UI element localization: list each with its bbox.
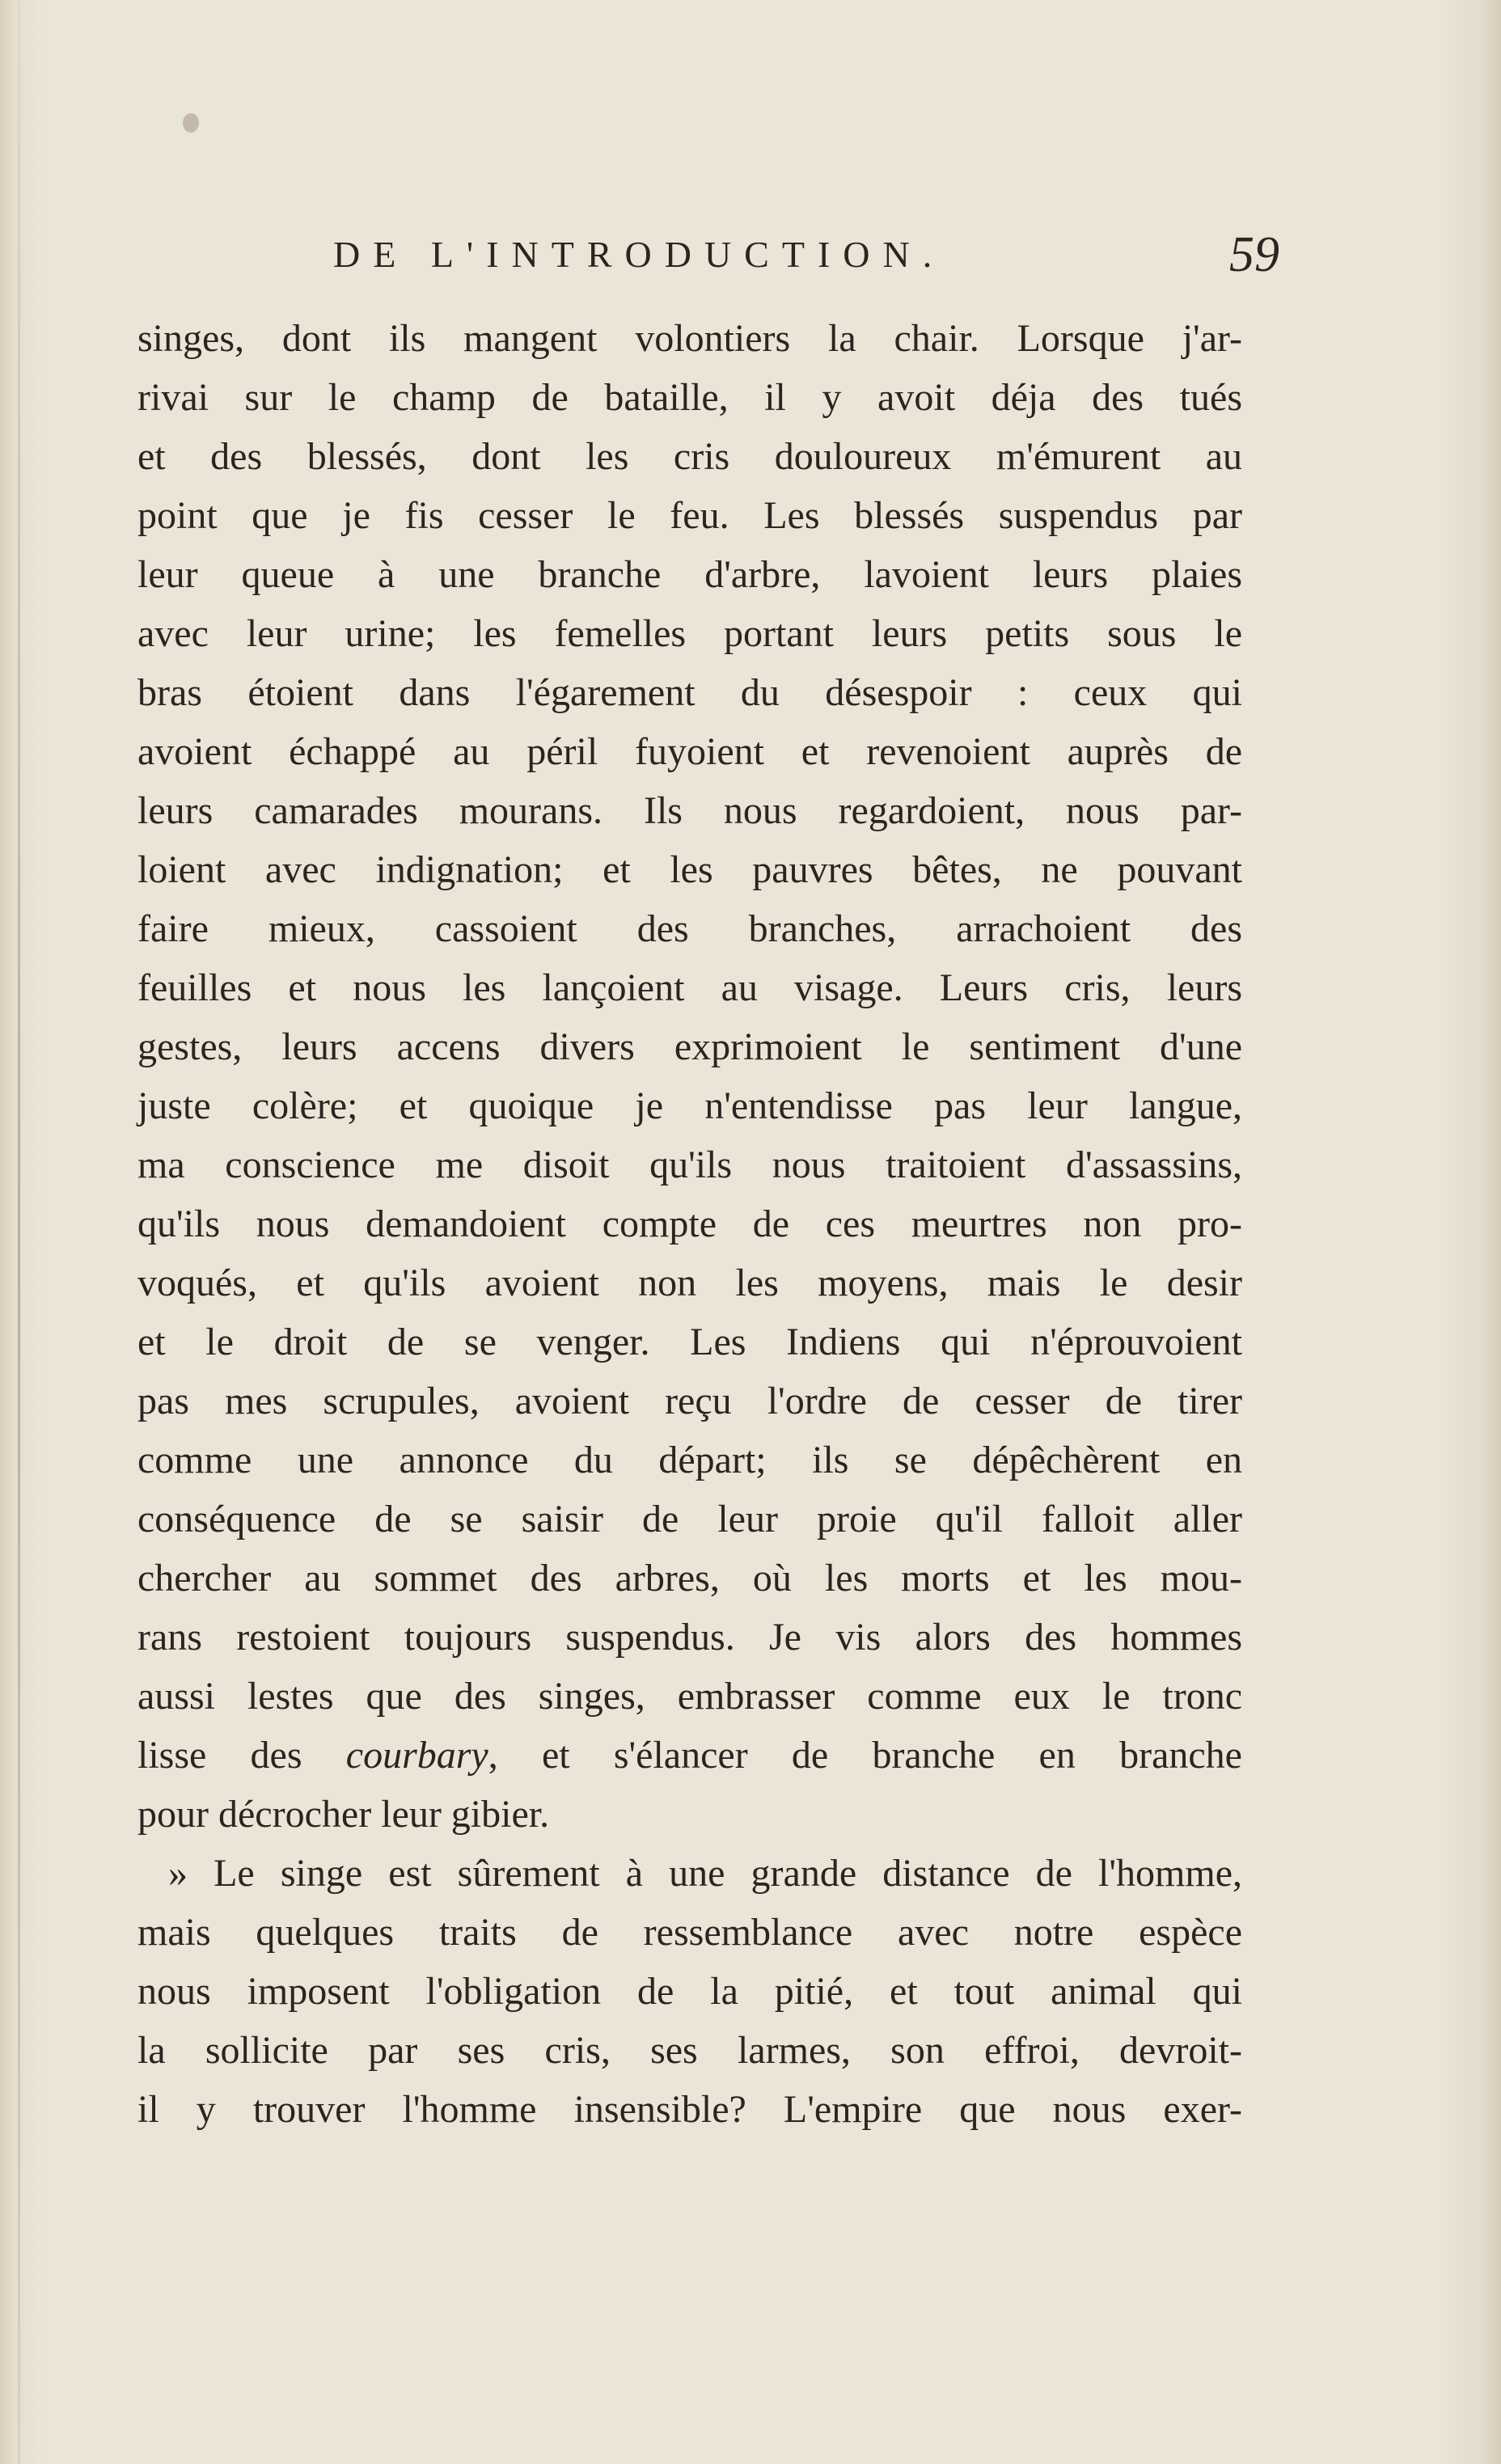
paper-stain [183, 113, 199, 133]
page-number: 59 [1229, 227, 1279, 282]
text-line: juste colère; et quoique je n'entendisse pas leur langue, [137, 1084, 1242, 1127]
text-segment: , et s'élancer de branche en branche [488, 1734, 1242, 1777]
page-header [333, 217, 1279, 298]
text-line: faire mieux, cassoient des branches, arrachoient des [137, 907, 1242, 950]
text-line: singes, dont ils mangent volontiers la chair. Lorsque j'ar- [137, 317, 1242, 360]
text-line-paragraph-end: pour décrocher leur gibier. [137, 1793, 550, 1836]
text-line: rivai sur le champ de bataille, il y avoit déja des tués [137, 376, 1242, 419]
text-line: et le droit de se venger. Les Indiens qui n'éprouvoient [137, 1321, 1242, 1363]
text-line: mais quelques traits de ressemblance avec notre espèce [137, 1911, 1242, 1954]
text-line: point que je fis cesser le feu. Les blessés suspendus par [137, 494, 1242, 537]
text-line: gestes, leurs accens divers exprimoient le sentiment d'une [137, 1025, 1242, 1068]
text-segment: lisse des [137, 1734, 346, 1777]
text-line: avoient échappé au péril fuyoient et revenoient auprès de [137, 730, 1242, 773]
running-head: DE L'INTRODUCTION. [333, 234, 945, 275]
italic-term: courbary [345, 1734, 488, 1777]
text-line: nous imposent l'obligation de la pitié, et tout animal qui [137, 1970, 1242, 2013]
text-line: loient avec indignation; et les pauvres bêtes, ne pouvant [137, 848, 1242, 891]
text-line-quote-start: » Le singe est sûrement à une grande distance de l'homme, [168, 1852, 1242, 1895]
text-line: qu'ils nous demandoient compte de ces meurtres non pro- [137, 1202, 1242, 1245]
text-line: la sollicite par ses cris, ses larmes, son effroi, devroit- [137, 2029, 1242, 2072]
binding-gutter [18, 0, 20, 2464]
text-line: feuilles et nous les lançoient au visage. Leurs cris, leurs [137, 966, 1242, 1009]
text-line: voqués, et qu'ils avoient non les moyens, mais le desir [137, 1262, 1242, 1304]
text-line: avec leur urine; les femelles portant leurs petits sous le [137, 612, 1242, 655]
text-line: il y trouver l'homme insensible? L'empire que nous exer- [137, 2088, 1242, 2131]
text-line: chercher au sommet des arbres, où les morts et les mou- [137, 1557, 1242, 1600]
text-body [137, 309, 1242, 2139]
text-line: ma conscience me disoit qu'ils nous traitoient d'assassins, [137, 1143, 1242, 1186]
text-line: rans restoient toujours suspendus. Je vis alors des hommes [137, 1616, 1242, 1659]
text-line: comme une annonce du départ; ils se dépêchèrent en [137, 1439, 1242, 1481]
text-line: leurs camarades mourans. Ils nous regardoient, nous par- [137, 789, 1242, 832]
text-line: bras étoient dans l'égarement du désespoir : ceux qui [137, 671, 1242, 714]
text-line: pas mes scrupules, avoient reçu l'ordre de cesser de tirer [137, 1380, 1242, 1422]
text-line: aussi lestes que des singes, embrasser comme eux le tronc [137, 1675, 1242, 1718]
text-line: leur queue à une branche d'arbre, lavoient leurs plaies [137, 553, 1242, 596]
text-line: conséquence de se saisir de leur proie qu'il falloit aller [137, 1498, 1242, 1541]
text-line: et des blessés, dont les cris douloureux m'émurent au [137, 435, 1242, 478]
text-line-italic-term [137, 1726, 1242, 1785]
